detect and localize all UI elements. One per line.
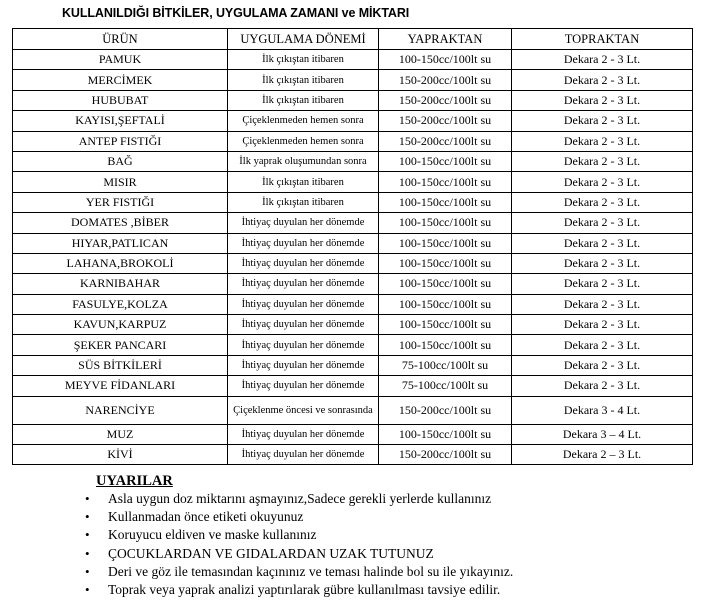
cell-product: MISIR xyxy=(13,172,228,192)
application-table xyxy=(12,28,693,465)
warnings-title: UYARILAR xyxy=(96,473,173,489)
cell-soil-dose: Dekara 2 - 3 Lt. xyxy=(512,233,693,253)
warnings-section xyxy=(60,473,680,599)
bullet-icon: • xyxy=(85,491,90,506)
page-title: KULLANILDIĞI BİTKİLER, UYGULAMA ZAMANI ve MİKTARI xyxy=(62,6,410,20)
cell-application-period: İhtiyaç duyulan her dönemde xyxy=(228,424,379,444)
cell-soil-dose: Dekara 3 – 4 Lt. xyxy=(512,424,693,444)
cell-foliar-dose: 150-200cc/100lt su xyxy=(379,445,512,465)
bullet-icon: • xyxy=(85,509,90,525)
table-row xyxy=(13,233,693,253)
cell-foliar-dose: 100-150cc/100lt su xyxy=(379,253,512,273)
table-row xyxy=(13,70,693,90)
cell-foliar-dose: 100-150cc/100lt su xyxy=(379,294,512,314)
cell-foliar-dose: 150-200cc/100lt su xyxy=(379,70,512,90)
warning-item xyxy=(60,563,680,581)
table-row xyxy=(13,151,693,171)
cell-foliar-dose: 75-100cc/100lt su xyxy=(379,376,512,396)
cell-soil-dose: Dekara 2 - 3 Lt. xyxy=(512,192,693,212)
cell-application-period: İlk çıkıştan itibaren xyxy=(228,50,379,70)
table-row xyxy=(13,192,693,212)
cell-soil-dose: Dekara 2 - 3 Lt. xyxy=(512,90,693,110)
cell-soil-dose: Dekara 2 - 3 Lt. xyxy=(512,151,693,171)
table-row xyxy=(13,213,693,233)
cell-foliar-dose: 100-150cc/100lt su xyxy=(379,424,512,444)
cell-application-period: İlk çıkıştan itibaren xyxy=(228,70,379,90)
table-row xyxy=(13,274,693,294)
header-foliar: YAPRAKTAN xyxy=(379,29,512,50)
bullet-icon: • xyxy=(85,527,90,543)
cell-foliar-dose: 100-150cc/100lt su xyxy=(379,192,512,212)
cell-product: HUBUBAT xyxy=(13,90,228,110)
cell-foliar-dose: 150-200cc/100lt su xyxy=(379,131,512,151)
cell-soil-dose: Dekara 2 - 3 Lt. xyxy=(512,253,693,273)
cell-soil-dose: Dekara 2 - 3 Lt. xyxy=(512,376,693,396)
cell-soil-dose: Dekara 2 - 3 Lt. xyxy=(512,131,693,151)
cell-application-period: İlk yaprak oluşumundan sonra xyxy=(228,151,379,171)
cell-application-period: İhtiyaç duyulan her dönemde xyxy=(228,274,379,294)
warning-item xyxy=(60,490,680,508)
cell-foliar-dose: 150-200cc/100lt su xyxy=(379,396,512,424)
cell-product: ANTEP FISTIĞI xyxy=(13,131,228,151)
cell-product: BAĞ xyxy=(13,151,228,171)
warning-text: Toprak veya yaprak analizi yaptırılarak gübre kullanılması tavsiye edilir. xyxy=(108,581,501,597)
cell-soil-dose: Dekara 2 - 3 Lt. xyxy=(512,70,693,90)
cell-foliar-dose: 100-150cc/100lt su xyxy=(379,233,512,253)
cell-application-period: İhtiyaç duyulan her dönemde xyxy=(228,335,379,355)
cell-product: MERCİMEK xyxy=(13,70,228,90)
header-application-period: UYGULAMA DÖNEMİ xyxy=(228,29,379,50)
cell-application-period: İhtiyaç duyulan her dönemde xyxy=(228,294,379,314)
cell-soil-dose: Dekara 2 - 3 Lt. xyxy=(512,355,693,375)
cell-product: KAYISI,ŞEFTALİ xyxy=(13,111,228,131)
table-row xyxy=(13,131,693,151)
cell-soil-dose: Dekara 2 – 3 Lt. xyxy=(512,445,693,465)
table-row xyxy=(13,445,693,465)
cell-product: MEYVE FİDANLARI xyxy=(13,376,228,396)
warning-item xyxy=(60,545,680,563)
cell-product: MUZ xyxy=(13,424,228,444)
cell-soil-dose: Dekara 2 - 3 Lt. xyxy=(512,274,693,294)
cell-foliar-dose: 100-150cc/100lt su xyxy=(379,335,512,355)
cell-product: ŞEKER PANCARI xyxy=(13,335,228,355)
cell-product: YER FISTIĞI xyxy=(13,192,228,212)
cell-product: KARNIBAHAR xyxy=(13,274,228,294)
table-row xyxy=(13,90,693,110)
cell-application-period: İhtiyaç duyulan her dönemde xyxy=(228,315,379,335)
table-row xyxy=(13,50,693,70)
warning-item xyxy=(60,526,680,544)
cell-application-period: İlk çıkıştan itibaren xyxy=(228,172,379,192)
cell-application-period: İlk çıkıştan itibaren xyxy=(228,192,379,212)
cell-foliar-dose: 75-100cc/100lt su xyxy=(379,355,512,375)
cell-product: HIYAR,PATLICAN xyxy=(13,233,228,253)
table-row xyxy=(13,376,693,396)
cell-soil-dose: Dekara 2 - 3 Lt. xyxy=(512,294,693,314)
cell-application-period: İhtiyaç duyulan her dönemde xyxy=(228,233,379,253)
warning-item xyxy=(60,581,680,599)
cell-application-period: İhtiyaç duyulan her dönemde xyxy=(228,253,379,273)
cell-product: SÜS BİTKİLERİ xyxy=(13,355,228,375)
table-header-row xyxy=(13,29,693,50)
cell-product: PAMUK xyxy=(13,50,228,70)
table-row xyxy=(13,294,693,314)
cell-soil-dose: Dekara 3 - 4 Lt. xyxy=(512,396,693,424)
bullet-icon: • xyxy=(85,545,90,561)
cell-application-period: İlk çıkıştan itibaren xyxy=(228,90,379,110)
cell-product: DOMATES ,BİBER xyxy=(13,213,228,233)
table-row xyxy=(13,424,693,444)
table-row xyxy=(13,315,693,335)
cell-foliar-dose: 100-150cc/100lt su xyxy=(379,315,512,335)
warning-text: Kullanmadan önce etiketi okuyunuz xyxy=(108,509,304,525)
cell-foliar-dose: 100-150cc/100lt su xyxy=(379,172,512,192)
cell-application-period: Çiçeklenmeden hemen sonra xyxy=(228,111,379,131)
cell-foliar-dose: 100-150cc/100lt su xyxy=(379,50,512,70)
cell-product: KAVUN,KARPUZ xyxy=(13,315,228,335)
cell-soil-dose: Dekara 2 - 3 Lt. xyxy=(512,315,693,335)
warning-text: Koruyucu eldiven ve maske kullanınız xyxy=(108,527,317,543)
warning-text: Asla uygun doz miktarını aşmayınız,Sadece gerekli yerlerde kullanınız xyxy=(108,491,492,506)
cell-soil-dose: Dekara 2 - 3 Lt. xyxy=(512,213,693,233)
cell-application-period: İhtiyaç duyulan her dönemde xyxy=(228,376,379,396)
cell-application-period: Çiçeklenme öncesi ve sonrasında xyxy=(228,396,379,424)
cell-soil-dose: Dekara 2 - 3 Lt. xyxy=(512,111,693,131)
warning-list xyxy=(60,490,680,599)
warning-text: Deri ve göz ile temasından kaçınınız ve teması halinde bol su ile yıkayınız. xyxy=(108,563,514,579)
table-row xyxy=(13,253,693,273)
warning-item xyxy=(60,508,680,526)
warning-text: ÇOCUKLARDAN VE GIDALARDAN UZAK TUTUNUZ xyxy=(108,545,434,561)
cell-application-period: Çiçeklenmeden hemen sonra xyxy=(228,131,379,151)
cell-application-period: İhtiyaç duyulan her dönemde xyxy=(228,355,379,375)
table-row xyxy=(13,355,693,375)
cell-application-period: İhtiyaç duyulan her dönemde xyxy=(228,213,379,233)
table-row xyxy=(13,111,693,131)
cell-product: NARENCİYE xyxy=(13,396,228,424)
table-row xyxy=(13,396,693,424)
cell-soil-dose: Dekara 2 - 3 Lt. xyxy=(512,50,693,70)
cell-product: LAHANA,BROKOLİ xyxy=(13,253,228,273)
cell-product: KİVİ xyxy=(13,445,228,465)
cell-application-period: İhtiyaç duyulan her dönemde xyxy=(228,445,379,465)
header-product: ÜRÜN xyxy=(13,29,228,50)
cell-foliar-dose: 100-150cc/100lt su xyxy=(379,213,512,233)
table-row xyxy=(13,335,693,355)
cell-foliar-dose: 100-150cc/100lt su xyxy=(379,151,512,171)
bullet-icon: • xyxy=(85,563,90,579)
cell-soil-dose: Dekara 2 - 3 Lt. xyxy=(512,335,693,355)
cell-product: FASULYE,KOLZA xyxy=(13,294,228,314)
cell-foliar-dose: 150-200cc/100lt su xyxy=(379,111,512,131)
cell-foliar-dose: 100-150cc/100lt su xyxy=(379,274,512,294)
bullet-icon: • xyxy=(85,581,90,597)
cell-foliar-dose: 150-200cc/100lt su xyxy=(379,90,512,110)
table-row xyxy=(13,172,693,192)
header-soil: TOPRAKTAN xyxy=(512,29,693,50)
cell-soil-dose: Dekara 2 - 3 Lt. xyxy=(512,172,693,192)
